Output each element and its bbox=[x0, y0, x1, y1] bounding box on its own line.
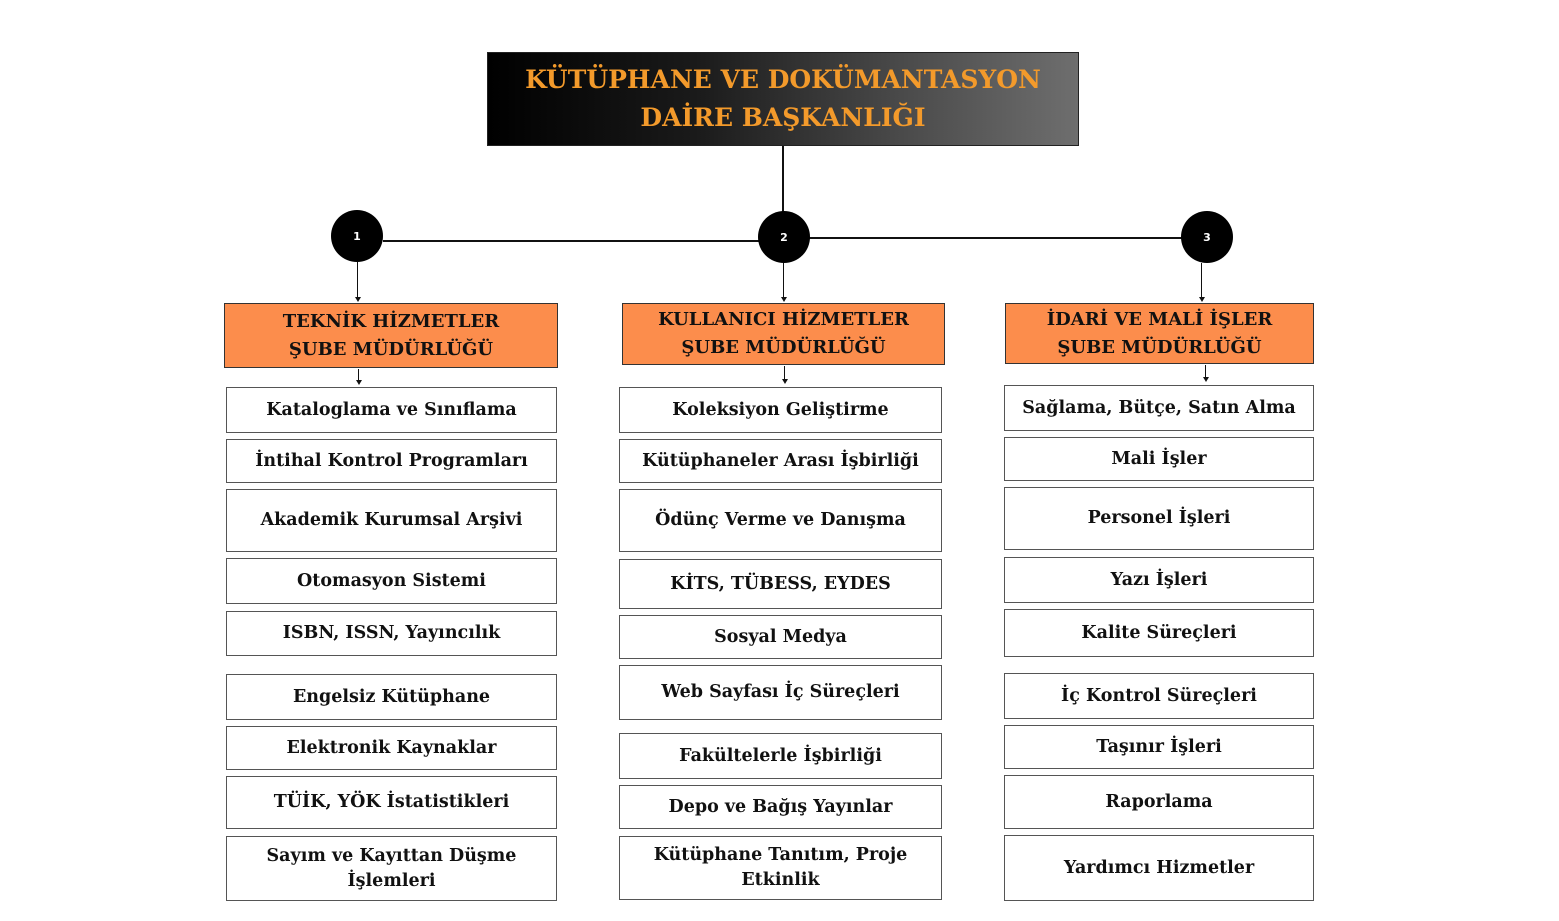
item-label: Yardımcı Hizmetler bbox=[1063, 857, 1255, 878]
item-label: ISBN, ISSN, Yayıncılık bbox=[282, 623, 501, 643]
department-technical-services bbox=[224, 303, 558, 368]
list-item bbox=[226, 439, 557, 483]
arrowhead-node2 bbox=[781, 297, 787, 302]
list-item bbox=[1004, 775, 1314, 829]
head-office-title: KÜTÜPHANE VE DOKÜMANTASYON DAİRE BAŞKANLIĞI bbox=[525, 65, 1041, 132]
arrow-node1-to-dept bbox=[357, 262, 358, 298]
item-label: Kütüphaneler Arası İşbirliği bbox=[642, 450, 919, 471]
item-label: Otomasyon Sistemi bbox=[297, 570, 486, 591]
list-item bbox=[619, 489, 942, 552]
list-item bbox=[619, 733, 942, 779]
item-label: Koleksiyon Geliştirme bbox=[672, 399, 889, 420]
department-user-services bbox=[622, 303, 945, 365]
item-label: Ödünç Verme ve Danışma bbox=[655, 510, 906, 530]
list-item bbox=[226, 611, 557, 656]
item-label: İç Kontrol Süreçleri bbox=[1061, 685, 1257, 706]
item-label: Akademik Kurumsal Arşivi bbox=[260, 510, 523, 530]
item-label: Mali İşler bbox=[1111, 448, 1207, 469]
item-label: Web Sayfası İç Süreçleri bbox=[661, 682, 900, 702]
item-label: İntihal Kontrol Programları bbox=[255, 450, 528, 471]
arrowhead-node3 bbox=[1199, 297, 1205, 302]
list-item bbox=[226, 674, 557, 720]
item-label: Kalite Süreçleri bbox=[1081, 622, 1237, 643]
item-label: Sağlama, Bütçe, Satın Alma bbox=[1022, 397, 1296, 418]
list-item bbox=[226, 726, 557, 770]
department-title: İDARİ VE MALİ İŞLER ŞUBE MÜDÜRLÜĞÜ bbox=[1046, 308, 1273, 358]
list-item bbox=[619, 439, 942, 483]
node-3-label: 3 bbox=[1203, 230, 1211, 244]
list-item bbox=[1004, 487, 1314, 550]
list-item bbox=[619, 387, 942, 433]
list-item bbox=[1004, 437, 1314, 481]
item-label: KİTS, TÜBESS, EYDES bbox=[670, 573, 891, 594]
node-1-circle bbox=[331, 210, 383, 262]
list-item bbox=[619, 615, 942, 659]
head-office-box bbox=[487, 52, 1079, 146]
department-administrative-financial bbox=[1005, 303, 1314, 364]
list-item bbox=[226, 558, 557, 604]
item-label: Fakültelerle İşbirliği bbox=[679, 745, 882, 766]
arrow-dept2-to-items bbox=[784, 366, 785, 380]
item-label: Raporlama bbox=[1105, 791, 1213, 812]
node-3-circle bbox=[1181, 211, 1233, 263]
list-item bbox=[226, 836, 557, 901]
item-label: Engelsiz Kütüphane bbox=[292, 686, 491, 707]
connector-node1-to-node2 bbox=[383, 240, 760, 242]
list-item bbox=[619, 665, 942, 720]
arrowhead-node1 bbox=[355, 297, 361, 302]
item-label: Kataloglama ve Sınıflama bbox=[266, 399, 517, 420]
list-item bbox=[226, 489, 557, 552]
arrowhead-dept3 bbox=[1203, 377, 1209, 382]
list-item bbox=[1004, 673, 1314, 719]
arrow-node3-to-dept bbox=[1201, 263, 1202, 298]
list-item bbox=[1004, 835, 1314, 901]
list-item bbox=[226, 776, 557, 829]
item-label: Depo ve Bağış Yayınlar bbox=[668, 796, 893, 817]
list-item bbox=[619, 559, 942, 609]
list-item bbox=[226, 387, 557, 433]
item-label: TÜİK, YÖK İstatistikleri bbox=[273, 792, 510, 812]
connector-title-to-node2 bbox=[782, 146, 784, 214]
list-item bbox=[1004, 725, 1314, 769]
arrowhead-dept1 bbox=[356, 380, 362, 385]
item-label: Sosyal Medya bbox=[714, 626, 847, 647]
item-label: Elektronik Kaynaklar bbox=[286, 737, 497, 758]
list-item bbox=[1004, 609, 1314, 657]
list-item bbox=[1004, 385, 1314, 431]
department-title: KULLANICI HİZMETLER ŞUBE MÜDÜRLÜĞÜ bbox=[658, 309, 909, 358]
node-1-label: 1 bbox=[353, 229, 361, 243]
arrowhead-dept2 bbox=[782, 379, 788, 384]
item-label: Yazı İşleri bbox=[1110, 569, 1208, 590]
connector-node2-to-node3 bbox=[808, 237, 1182, 239]
node-2-circle bbox=[758, 211, 810, 263]
item-label: Kütüphane Tanıtım, Proje Etkinlik bbox=[653, 845, 908, 890]
item-label: Taşınır İşleri bbox=[1096, 736, 1222, 757]
arrow-node2-to-dept bbox=[783, 263, 784, 298]
node-2-label: 2 bbox=[780, 230, 788, 244]
list-item bbox=[619, 785, 942, 829]
list-item bbox=[619, 836, 942, 900]
item-label: Personel İşleri bbox=[1087, 508, 1231, 528]
item-label: Sayım ve Kayıttan Düşme İşlemleri bbox=[266, 845, 517, 891]
department-title: TEKNİK HİZMETLER ŞUBE MÜDÜRLÜĞÜ bbox=[282, 310, 500, 360]
list-item bbox=[1004, 557, 1314, 603]
